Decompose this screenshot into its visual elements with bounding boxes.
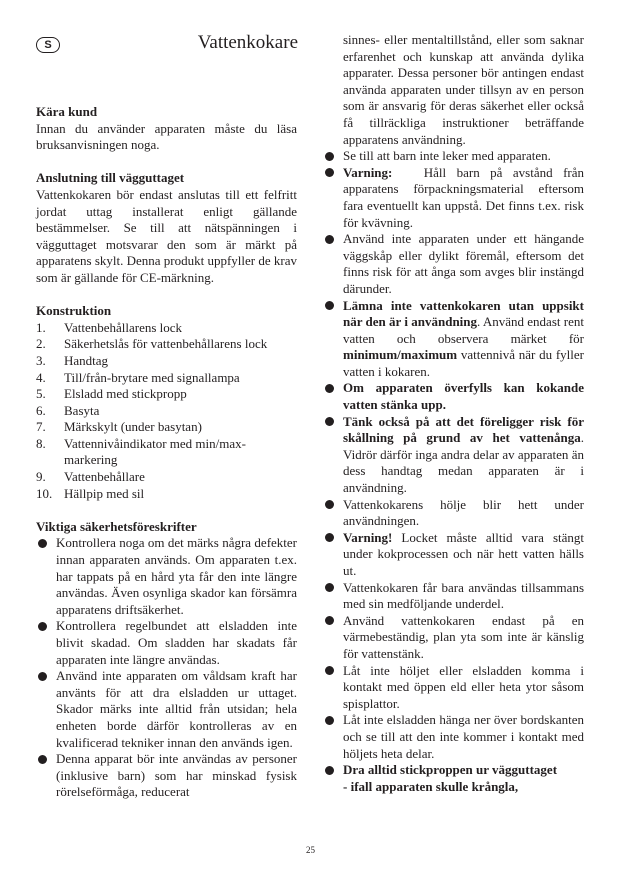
bullet-icon	[325, 417, 334, 426]
list-item: 1. Vattenbehållarens lock	[36, 319, 183, 335]
bullet-icon	[38, 622, 47, 631]
language-badge: S	[36, 37, 60, 53]
list-item: Varning: Håll barn på avstånd från apparatens förpackningsmaterial eftersom fara eventuellt kan uppstå. Det finns t.ex. risk för kvävning.	[323, 165, 584, 231]
bullet-icon	[38, 755, 47, 764]
list-item: Kontrollera regelbundet att elsladden inte blivit skadad. Om sladden har skadats får apparaten inte längre användas.	[36, 618, 297, 668]
list-item: Varning! Locket måste alltid vara stängt under kokprocessen och när hett vatten hälls ut.	[323, 530, 584, 580]
list-item: 6. Basyta	[36, 402, 100, 418]
list-item: Dra alltid stickproppen ur vägguttaget	[323, 762, 584, 779]
list-item: Låt inte höljet eller elsladden komma i kontakt med öppen eld eller heta ytor såsom spisplattor.	[323, 663, 584, 713]
bullet-icon	[325, 616, 334, 625]
bullet-icon	[325, 583, 334, 592]
list-item: 5. Elsladd med stickpropp	[36, 386, 187, 402]
bullet-icon	[325, 152, 334, 161]
list-item: Kontrollera noga om det märks några defekter innan apparaten används. Om apparaten t.ex. har tappats på en hård yta får den inte längre användas. Även osynliga skador kan försämra apparatens driftsäkerhet.	[36, 535, 297, 618]
list-item: 2. Säkerhetslås för vattenbehållarens lock	[36, 336, 268, 352]
bullet-icon	[325, 500, 334, 509]
bullet-icon	[38, 539, 47, 548]
list-item: 8. Vattennivåindikator med min/max-markering	[36, 435, 246, 468]
bullet-icon	[325, 766, 334, 775]
list-item: Använd vattenkokaren endast på en värmebeständig, plan yta som inte är känslig för vattenstänk.	[323, 613, 584, 663]
list-item: Tänk också på att det föreligger risk för skållning på grund av het vattenånga. Vidrör därför inga andra delar av apparaten än dess handtag medan apparaten är i användning.	[323, 414, 584, 497]
left-column	[36, 104, 297, 801]
list-item: Låt inte elsladden hänga ner över bordskanten och se till att den inte kommer i kontakt med höljets heta delar.	[323, 712, 584, 762]
list-item: Lämna inte vattenkokaren utan uppsikt när den är i användning. Använd endast rent vatten och observera märket för minimum/maximum vattennivå när du fyller vatten i kokaren.	[323, 298, 584, 381]
list-item: Se till att barn inte leker med apparaten.	[323, 148, 584, 165]
bullet-icon	[325, 168, 334, 177]
intro-heading: Kära kund	[36, 104, 98, 119]
bullet-icon	[325, 716, 334, 725]
list-item: Använd inte apparaten under ett hängande väggskåp eller dylikt föremål, eftersom det finns risk för att ånga som avges blir instängd därunder.	[323, 231, 584, 297]
list-item: 7. Märkskylt (under basytan)	[36, 419, 202, 435]
connection-text: Vattenkokaren bör endast anslutas till ett felfritt jordat uttag installerat enligt gällande bestämmelser. Se till att nätspänningen i vägguttaget motsvarar den som är märkt på apparatens skylt. Denna produkt uppfyller de krav som är gällande för CE-märkning.	[36, 186, 298, 285]
sub-item: - ifall apparaten skulle krångla,	[343, 778, 519, 794]
safety-list-right	[323, 148, 584, 779]
list-item: 10. Hällpip med sil	[36, 485, 145, 501]
safety-list-left	[36, 535, 297, 801]
list-item: 4. Till/från-brytare med signallampa	[36, 369, 240, 385]
list-item: 3. Handtag	[36, 352, 109, 368]
bullet-icon	[325, 384, 334, 393]
bullet-icon	[325, 235, 334, 244]
list-item: Vattenkokarens hölje blir hett under användningen.	[323, 497, 584, 530]
construction-heading: Konstruktion	[36, 303, 112, 319]
bullet-icon	[325, 301, 334, 310]
intro-text: Innan du använder apparaten måste du läsa bruksanvisningen noga.	[36, 120, 297, 153]
page-title: Vattenkokare	[197, 32, 298, 53]
bullet-icon	[38, 672, 47, 681]
list-item: Använd inte apparaten om våldsam kraft har använts för att dra elsladden ur uttaget. Skador märks inte alltid från utsidan; hela enheten borde därför kontrolleras av en kvalificerad tekniker innan den används igen.	[36, 668, 297, 751]
right-column	[323, 32, 584, 795]
continued-text: sinnes- eller mentaltillstånd, eller som saknar erfarenhet och kunskap att använda dylika apparater. Dessa personer bör antingen endast använda apparaten under tillsyn av en person som är ansvarig för deras säkerhet eller också få tillräckliga instruktioner beträffande apparatens användning.	[343, 32, 584, 147]
list-item: Om apparaten överfylls kan kokande vatten stänka upp.	[323, 380, 584, 413]
list-item: 9. Vattenbehållare	[36, 469, 145, 485]
connection-heading: Anslutning till vägguttaget	[36, 170, 185, 186]
list-item: Vattenkokaren får bara användas tillsammans med sin medföljande underdel.	[323, 580, 584, 613]
parts-list	[36, 320, 297, 503]
bullet-icon	[325, 533, 334, 542]
safety-heading: Viktiga säkerhetsföreskrifter	[36, 518, 197, 534]
list-item: Denna apparat bör inte användas av personer (inklusive barn) som har minskad fysisk rörelseförmåga, reducerat	[36, 751, 297, 801]
bullet-icon	[325, 666, 334, 675]
page-number: 25	[306, 845, 315, 855]
